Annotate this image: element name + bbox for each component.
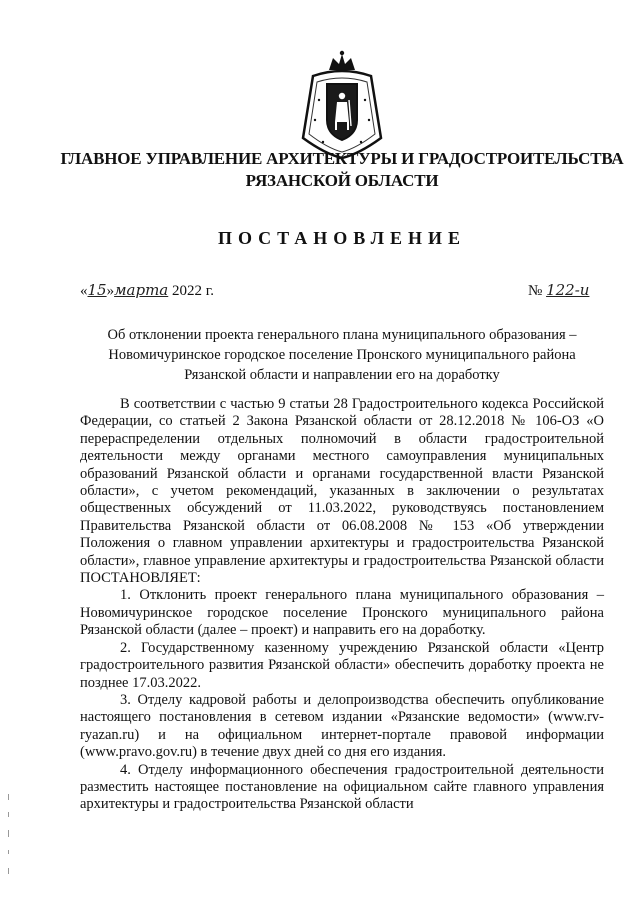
subject-line3: Рязанской области и направлении его на доработку (184, 367, 500, 383)
resolution-item-2: 2. Государственному казенному учреждению Рязанской области «Центр градостроительного развития Рязанской области» обеспечить доработку проекта не позднее 17.03.2022. (80, 639, 604, 691)
number-prefix: № (528, 283, 543, 299)
date-open-quote: « (80, 283, 88, 299)
document-body (80, 396, 604, 814)
date-day: 15 (87, 281, 107, 299)
date-month: марта (114, 281, 169, 299)
resolution-item-3: 3. Отделу кадровой работы и делопроизводства обеспечить опубликование настоящего постановления в сетевом издании «Рязанские ведомости» (www.rv-ryazan.ru) и на официальном интернет-портале правовой информации (www.pravo.gov.ru) в течение двух дней со дня его издания. (80, 691, 604, 761)
resolution-item-1: 1. Отклонить проект генерального плана муниципального образования – Новомичуринское городское поселение Пронского муниципального района Рязанской области (далее – проект) и направить его на доработку. (80, 587, 604, 639)
subject-line2: Новомичуринское городское поселение Пронского муниципального района (108, 347, 576, 363)
document-number (528, 281, 589, 300)
date-year: 2022 г. (172, 283, 214, 299)
agency-name-line1: ГЛАВНОЕ УПРАВЛЕНИЕ АРХИТЕКТУРЫ И ГРАДОСТРОИТЕЛЬСТВА (60, 149, 624, 168)
resolution-item-4: 4. Отделу информационного обеспечения градостроительной деятельности разместить настоящее постановление на официальном сайте главного управления архитектуры и градостроительства Рязанской области (80, 761, 604, 813)
document-type: ПОСТАНОВЛЕНИЕ (217, 228, 467, 248)
number-value: 122-и (546, 281, 590, 299)
agency-name-line2: РЯЗАНСКОЙ ОБЛАСТИ (245, 171, 439, 190)
document-date (80, 281, 214, 300)
subject-line1: Об отклонении проекта генерального плана муниципального образования – (107, 327, 577, 343)
scan-margin-marks (6, 790, 12, 890)
document-subject (80, 325, 604, 385)
preamble-paragraph: В соответствии с частью 9 статьи 28 Градостроительного кодекса Российской Федерации, со статьей 2 Закона Рязанской области от 28.12.2018 № 106-ОЗ «О перераспределении отдельных полномочий в области градостроительной деятельности между органами местного самоуправления муниципальных образований Рязанской области и органами государственной власти Рязанской области», с учетом рекомендаций, указанных в заключении о результатах общественных обсуждений от 11.03.2022, руководствуясь постановлением Правительства Рязанской области от 06.08.2008 № 153 «Об утверждении Положения о главном управлении архитектуры и градостроительства Рязанской области», главное управление архитектуры и градостроительства Рязанской области ПОСТАНОВЛЯЕТ: (80, 396, 604, 587)
agency-name (40, 148, 640, 192)
date-close-quote: » (106, 283, 115, 299)
